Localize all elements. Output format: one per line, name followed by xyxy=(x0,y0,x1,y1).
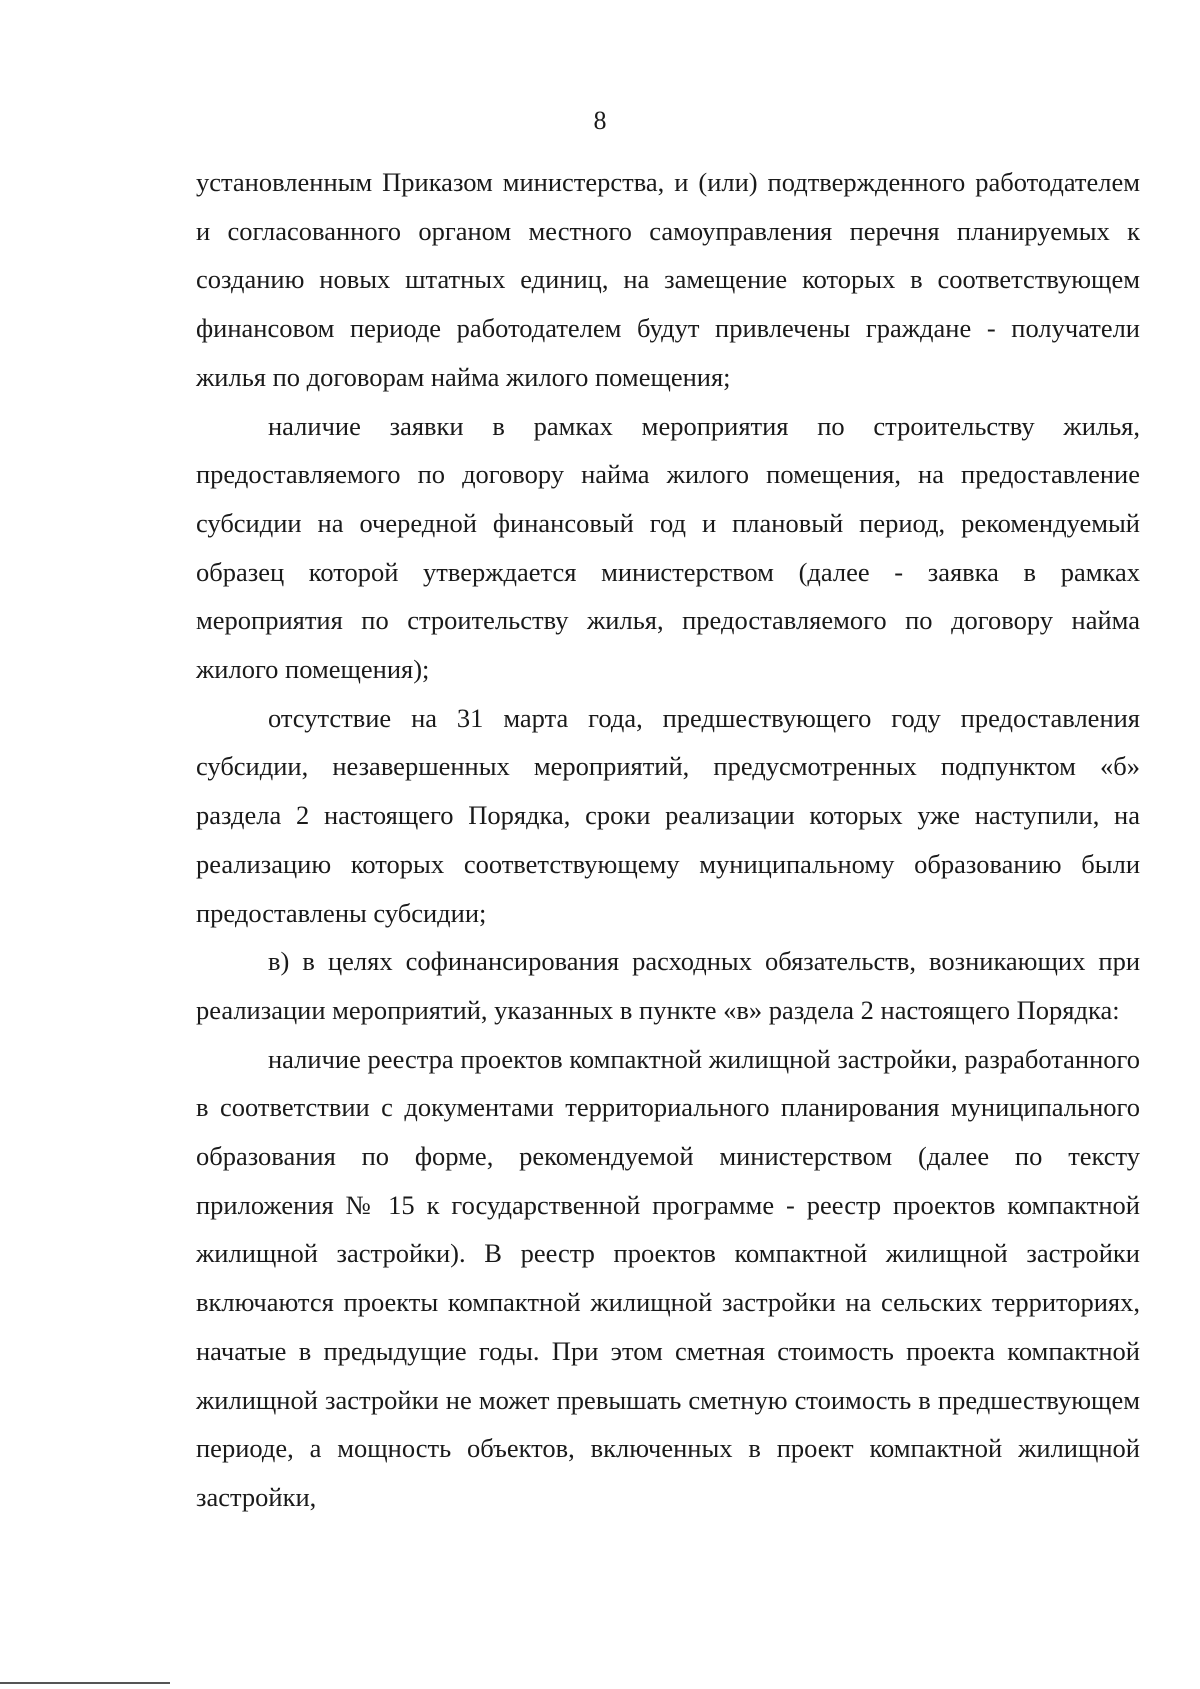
footer-divider xyxy=(0,1682,170,1684)
paragraph-3: отсутствие на 31 марта года, предшествующего году предоставления субсидии, незавершенных мероприятий, предусмотренных подпунктом «б» раздела 2 настоящего Порядка, сроки реализации которых уже наступили, на реализацию которых соответствующему муниципальному образованию были предоставлены субсидии; xyxy=(196,702,1140,928)
document-body xyxy=(196,158,1140,1522)
paragraph-4: в) в целях софинансирования расходных обязательств, возникающих при реализации мероприятий, указанных в пункте «в» раздела 2 настоящего Порядка: xyxy=(196,946,1140,1025)
paragraph-1: установленным Приказом министерства, и (или) подтвержденного работодателем и согласованного органом местного самоуправления перечня планируемых к созданию новых штатных единиц, на замещение которых в соответствующем финансовом периоде работодателем будут привлечены граждане - получатели жилья по договорам найма жилого помещения; xyxy=(196,167,1140,392)
paragraph-5: наличие реестра проектов компактной жилищной застройки, разработанного в соответствии с документами территориального планирования муниципального образования по форме, рекомендуемой министерством (далее по тексту приложения № 15 к государственной программе - реестр проектов компактной жилищной застройки). В реестр проектов компактной жилищной застройки включаются проекты компактной жилищной застройки на сельских территориях, начатые в предыдущие годы. При этом сметная стоимость проекта компактной жилищной застройки не может превышать сметную стоимость в предшествующем периоде, а мощность объектов, включенных в проект компактной жилищной застройки, xyxy=(196,1043,1140,1512)
page-number: 8 xyxy=(593,106,607,135)
paragraph-2: наличие заявки в рамках мероприятия по строительству жилья, предоставляемого по договору найма жилого помещения, на предоставление субсидии на очередной финансовый год и плановый период, рекомендуемый образец которой утверждается министерством (далее - заявка в рамках мероприятия по строительству жилья, предоставляемого по договору найма жилого помещения); xyxy=(196,410,1140,685)
